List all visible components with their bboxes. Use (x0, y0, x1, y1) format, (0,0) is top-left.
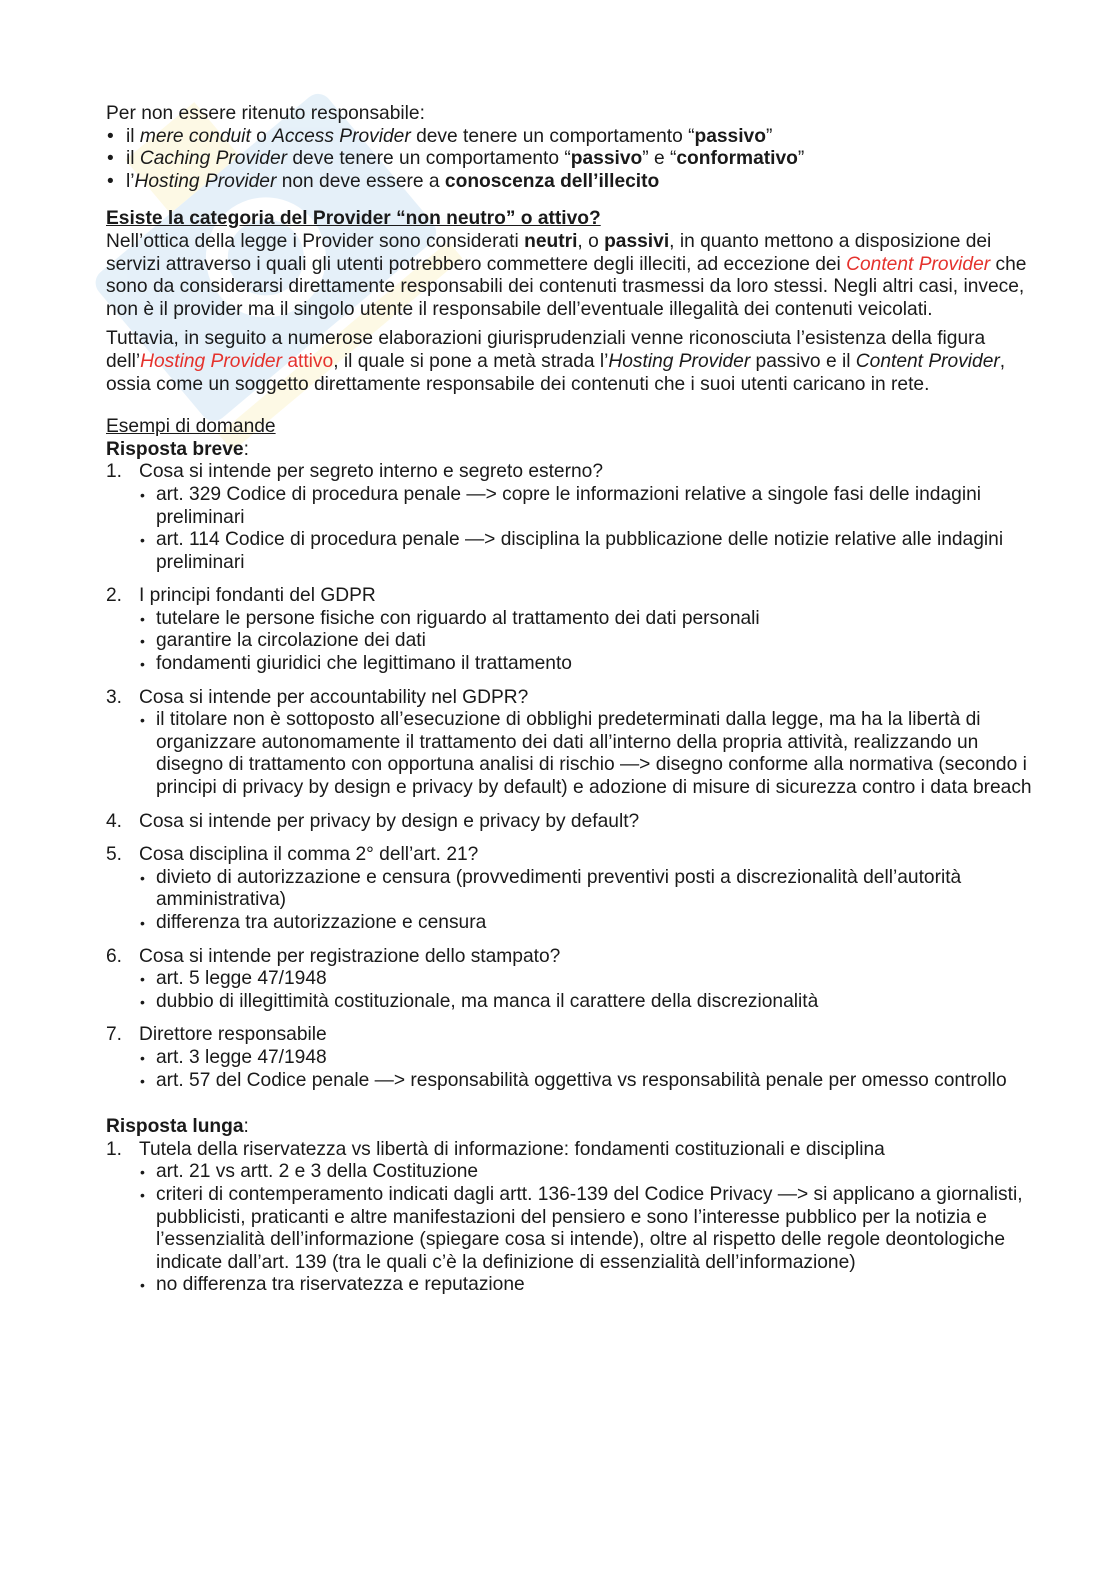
list-item: 1. Tutela della riservatezza vs libertà di informazione: fondamenti costituzionali e disciplina • art. 21 vs artt. 2 e 3 della Costituzione • criteri di contemperamento indicati dagli artt. 136-139 del Codice Privacy —> si applicano a giornalisti, pubblicisti, praticanti e altre manifestazioni del pensiero e sono l’interesse pubblico per la notizia e l’essenzialità dell’informazione (spiegare cosa si intende), oltre al rispetto delle regole deontologiche indicate dall’art. 139 (tra le quali c’è la definizione di essenzialità dell’informazione) • no differenza tra riservatezza e reputazione (106, 1139, 1036, 1297)
sub-item: • art. 21 vs artt. 2 e 3 della Costituzione (139, 1161, 1036, 1184)
section-provider (106, 208, 1036, 396)
sub-item: • art. 114 Codice di procedura penale —> disciplina la pubblicazione delle notizie relative alle indagini preliminari (139, 529, 1036, 574)
list-item: 3. Cosa si intende per accountability nel GDPR? • il titolare non è sottoposto all’esecuzione di obblighi predeterminati dalla legge, ma ha la libertà di organizzare autonomamente il trattamento dei dati all’interno della propria attività, realizzando un disegno di trattamento con opportuna analisi di rischio —> disegno conforme alla normativa (secondo i principi di privacy by design e privacy by default) e adozione di misure di sicurezza contro i data breach (106, 687, 1036, 800)
sub-item: • tutelare le persone fisiche con riguardo al trattamento dei dati personali (139, 608, 1036, 631)
intro-line: Per non essere ritenuto responsabile: (106, 103, 425, 124)
intro-bullet-2: • il Caching Provider deve tenere un comportamento “passivo” e “conformativo” (106, 148, 1036, 171)
intro-bullet-1: • il mere conduit o Access Provider deve tenere un comportamento “passivo” (106, 126, 1036, 149)
sub-item: • art. 3 legge 47/1948 (139, 1047, 1036, 1070)
section-paragraph-2: Tuttavia, in seguito a numerose elaborazioni giurisprudenziali venne riconosciuta l’esistenza della figura dell’Hosting Provider attivo, il quale si pone a metà strada l’Hosting Provider passivo e il Content Provider, ossia come un soggetto direttamente responsabile dei contenuti che i suoi utenti caricano in rete. (106, 328, 1006, 395)
list-item: 6. Cosa si intende per registrazione dello stampato? • art. 5 legge 47/1948 • dubbio di illegittimità costituzionale, ma manca il carattere della discrezionalità (106, 946, 1036, 1014)
list-item: 7. Direttore responsabile • art. 3 legge 47/1948 • art. 57 del Codice penale —> responsabilità oggettiva vs responsabilità penale per omesso controllo (106, 1024, 1036, 1092)
document-page (106, 103, 1036, 1297)
sub-item: • art. 5 legge 47/1948 (139, 968, 1036, 991)
list-item: 5. Cosa disciplina il comma 2° dell’art. 21? • divieto di autorizzazione e censura (provvedimenti preventivi posti a discrezionalità dell’autorità amministrativa) • differenza tra autorizzazione e censura (106, 844, 1036, 934)
sub-item: • criteri di contemperamento indicati dagli artt. 136-139 del Codice Privacy —> si applicano a giornalisti, pubblicisti, praticanti e altre manifestazioni del pensiero e sono l’interesse pubblico per la notizia e l’essenzialità dell’informazione (spiegare cosa si intende), oltre al rispetto delle regole deontologiche indicate dall’art. 139 (tra le quali c’è la definizione di essenzialità dell’informazione) (139, 1184, 1036, 1274)
sub-item: • art. 329 Codice di procedura penale —> copre le informazioni relative a singole fasi delle indagini preliminari (139, 484, 1036, 529)
sub-item: • no differenza tra riservatezza e reputazione (139, 1274, 1036, 1297)
long-answer-label: Risposta lunga: (106, 1116, 249, 1138)
list-item: 4. Cosa si intende per privacy by design e privacy by default? (106, 810, 640, 832)
short-answer-label: Risposta breve: (106, 438, 249, 460)
list-item: 1. Cosa si intende per segreto interno e segreto esterno? • art. 329 Codice di procedura penale —> copre le informazioni relative a singole fasi delle indagini preliminari • art. 114 Codice di procedura penale —> disciplina la pubblicazione delle notizie relative alle indagini preliminari (106, 461, 1036, 574)
intro-block (106, 103, 1036, 193)
short-questions-list (106, 461, 1036, 1092)
sub-item: • dubbio di illegittimità costituzionale, ma manca il carattere della discrezionalità (139, 991, 1036, 1014)
examples-title: Esempi di domande (106, 416, 276, 438)
sub-item: • art. 57 del Codice penale —> responsabilità oggettiva vs responsabilità penale per omesso controllo (139, 1070, 1036, 1093)
list-item: 2. I principi fondanti del GDPR • tutelare le persone fisiche con riguardo al trattamento dei dati personali • garantire la circolazione dei dati • fondamenti giuridici che legittimano il trattamento (106, 585, 1036, 675)
intro-bullet-3: • l’Hosting Provider non deve essere a conoscenza dell’illecito (106, 171, 1036, 194)
section-heading: Esiste la categoria del Provider “non neutro” o attivo? (106, 208, 601, 230)
sub-item: • garantire la circolazione dei dati (139, 630, 1036, 653)
sub-item: • divieto di autorizzazione e censura (provvedimenti preventivi posti a discrezionalità dell’autorità amministrativa) (139, 867, 1036, 912)
long-questions-list (106, 1139, 1036, 1297)
examples-section (106, 416, 1036, 1297)
sub-item: • il titolare non è sottoposto all’esecuzione di obblighi predeterminati dalla legge, ma ha la libertà di organizzare autonomamente il trattamento dei dati all’interno della propria attività, realizzando un disegno di trattamento con opportuna analisi di rischio —> disegno conforme alla normativa (secondo i principi di privacy by design e privacy by default) e adozione di misure di sicurezza contro i data breach (139, 709, 1036, 799)
sub-item: • fondamenti giuridici che legittimano il trattamento (139, 653, 1036, 676)
sub-item: • differenza tra autorizzazione e censura (139, 912, 1036, 935)
section-paragraph-1: Nell’ottica della legge i Provider sono considerati neutri, o passivi, in quanto mettono a disposizione dei servizi attraverso i quali gli utenti potrebbero commettere degli illeciti, ad eccezione dei Content Provider che sono da considerarsi direttamente responsabili dei contenuti trasmessi da loro stessi. Negli altri casi, invece, non è il provider ma il singolo utente il responsabile dell’eventuale illegalità dei contenuti veicolati. (106, 230, 1027, 320)
